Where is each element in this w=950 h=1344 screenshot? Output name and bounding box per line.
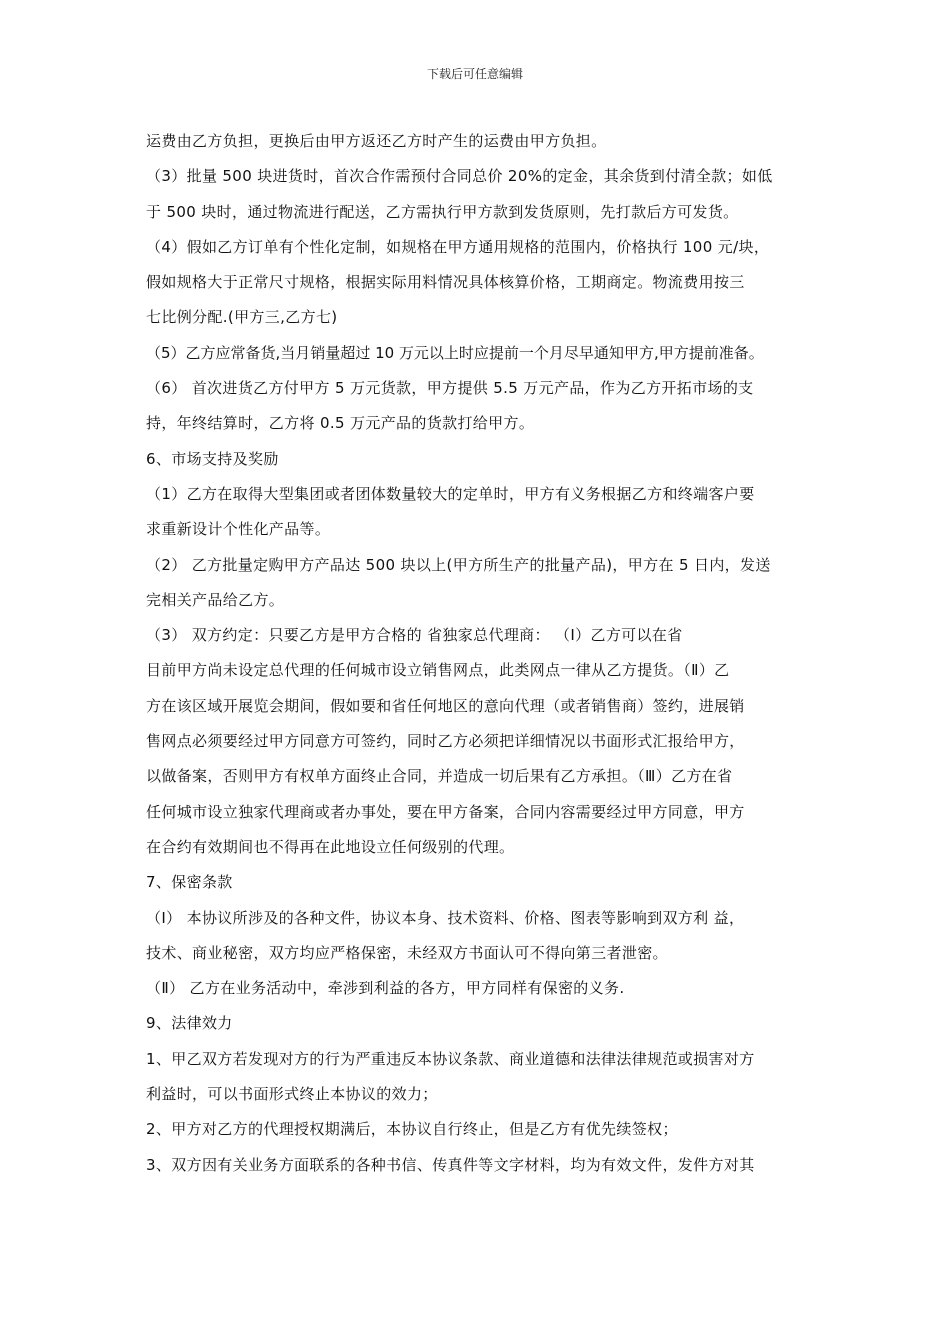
text-line: 七比例分配.(甲方三,乙方七): [146, 308, 338, 327]
text-line: 1、甲乙双方若发现对方的行为严重违反本协议条款、商业道德和法律法律规范或损害对方: [146, 1049, 755, 1068]
text-line: 假如规格大于正常尺寸规格，根据实际用料情况具体核算价格，工期商定。物流费用按三: [146, 273, 745, 292]
text-line: （2） 乙方批量定购甲方产品达 500 块以上(甲方所生产的批量产品)，甲方在 5 日内，发送: [146, 555, 771, 574]
text-line: （4）假如乙方订单有个性化定制，如规格在甲方通用规格的范围内，价格执行 100 元/块，: [146, 237, 770, 256]
text-line: 求重新设计个性化产品等。: [146, 520, 331, 539]
document-body: [146, 124, 818, 1183]
text-line: 技术、商业秘密，双方均应严格保密，未经双方书面认可不得向第三者泄密。: [146, 943, 668, 962]
text-line: 3、双方因有关业务方面联系的各种书信、传真件等文字材料，均为有效文件，发件方对其: [146, 1155, 755, 1174]
text-line: 利益时，可以书面形式终止本协议的效力；: [146, 1085, 438, 1104]
text-line: 于 500 块时，通过物流进行配送，乙方需执行甲方款到发货原则，先打款后方可发货。: [146, 202, 739, 221]
section-heading: 6、市场支持及奖励: [146, 449, 279, 468]
text-line: （5）乙方应常备货,当月销量超过 10 万元以上时应提前一个月尽早通知甲方,甲方提前准备。: [146, 343, 764, 362]
text-line: （1）乙方在取得大型集团或者团体数量较大的定单时，甲方有义务根据乙方和终端客户要: [146, 484, 755, 503]
text-line: 任何城市设立独家代理商或者办事处，要在甲方备案，合同内容需要经过甲方同意，甲方: [146, 802, 745, 821]
text-line: （6） 首次进货乙方付甲方 5 万元货款，甲方提供 5.5 万元产品，作为乙方开拓市场的支: [146, 379, 754, 398]
text-line: 以做备案，否则甲方有权单方面终止合同，并造成一切后果有乙方承担。（Ⅲ）乙方在省: [146, 767, 733, 786]
text-line: 持，年终结算时，乙方将 0.5 万元产品的货款打给甲方。: [146, 414, 535, 433]
text-line: 完相关产品给乙方。: [146, 590, 285, 609]
text-line: （Ⅰ） 本协议所涉及的各种文件，协议本身、技术资料、价格、图表等影响到双方利 益，: [146, 908, 745, 927]
text-line: 运费由乙方负担，更换后由甲方返还乙方时产生的运费由甲方负担。: [146, 132, 607, 150]
text-line: （3） 双方约定：只要乙方是甲方合格的 省独家总代理商： （Ⅰ）乙方可以在省: [146, 626, 683, 645]
text-line: 2、甲方对乙方的代理授权期满后，本协议自行终止，但是乙方有优先续签权；: [146, 1120, 678, 1139]
section-heading: 7、保密条款: [146, 873, 233, 892]
text-line: （Ⅱ） 乙方在业务活动中，牵涉到利益的各方，甲方同样有保密的义务.: [146, 979, 625, 998]
text-line: （3）批量 500 块进货时，首次合作需预付合同总价 20%的定金，其余货到付清全款；如低: [146, 167, 773, 186]
text-line: 目前甲方尚未设定总代理的任何城市设立销售网点，此类网点一律从乙方提货。（Ⅱ）乙: [146, 661, 730, 680]
text-line: 方在该区域开展览会期间，假如要和省任何地区的意向代理（或者销售商）签约，进展销: [146, 696, 745, 715]
text-line: 售网点必须要经过甲方同意方可签约，同时乙方必须把详细情况以书面形式汇报给甲方，: [146, 732, 745, 751]
page-header: 下载后可任意编辑: [426, 67, 523, 81]
text-line: 在合约有效期间也不得再在此地设立任何级别的代理。: [146, 837, 515, 856]
section-heading: 9、法律效力: [146, 1014, 233, 1033]
